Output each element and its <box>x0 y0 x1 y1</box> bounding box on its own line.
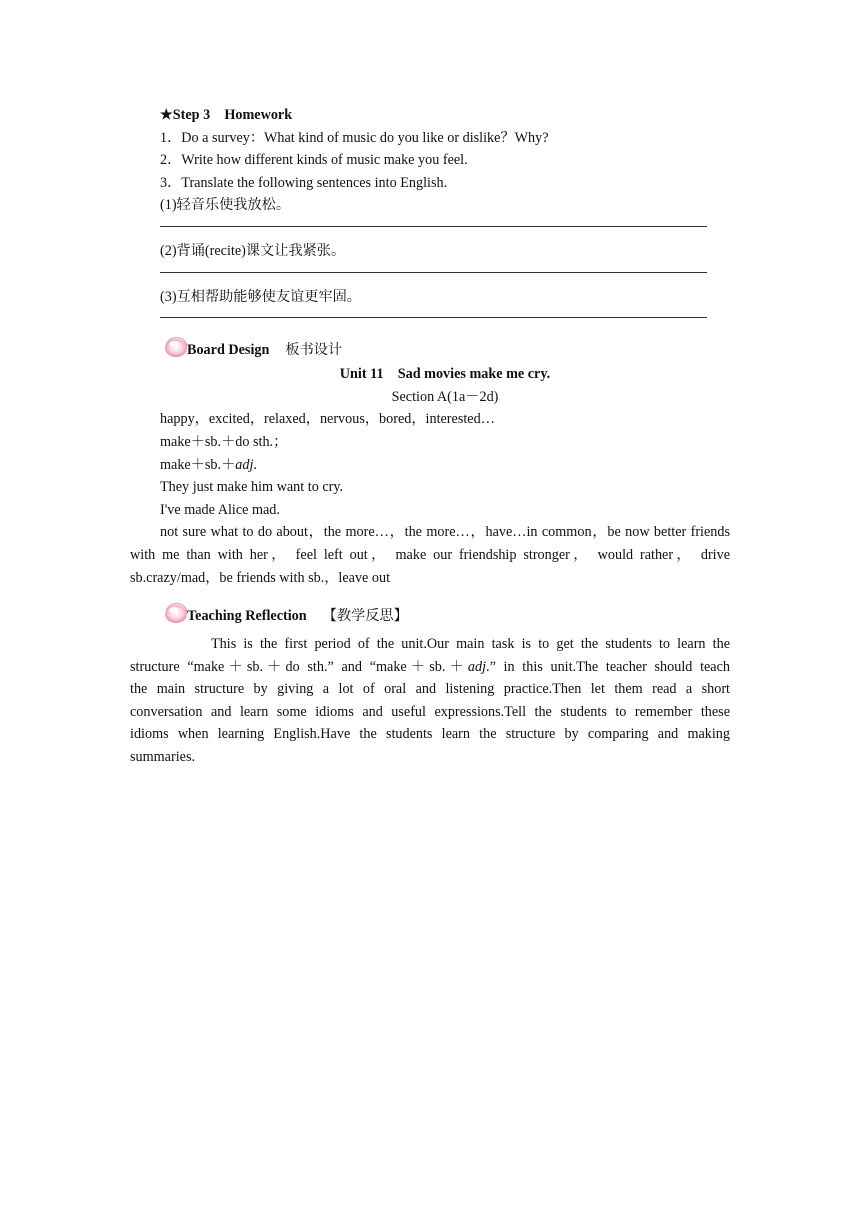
board-design-heading <box>160 331 730 361</box>
board-line: They just make him want to cry. <box>160 479 344 496</box>
translation-sentence: (3)互相帮助能够使友谊更牢固。 <box>160 288 361 305</box>
paragraph-line: sb.crazy/mad，be friends with sb.，leave out <box>130 569 391 586</box>
homework-heading: ★Step 3 Homework <box>160 107 293 123</box>
board-line: make＋sb.＋do sth.； <box>160 433 288 450</box>
homework-item: 2．Write how different kinds of music make you feel. <box>160 152 468 169</box>
paragraph-line <box>130 656 730 679</box>
homework-item: 1．Do a survey：What kind of music do you like or dislike？Why? <box>160 129 549 146</box>
paragraph-line: summaries. <box>130 749 196 766</box>
translation-sentence: (1)轻音乐使我放松。 <box>160 197 291 214</box>
flower-icon <box>160 331 190 361</box>
board-line-text: . <box>253 456 257 473</box>
board-design-title-cn: 板书设计 <box>285 341 343 358</box>
reflection-title-cn: 【教学反思】 <box>322 607 408 624</box>
paragraph-line: idioms when learning English.Have the students learn the structure by comparing and making <box>130 726 730 743</box>
answer-line <box>160 226 707 227</box>
paragraph-text: structure “make＋sb.＋do sth.” and “make＋sb.＋ <box>130 658 468 675</box>
section-title: Section A(1a－2d) <box>391 388 499 405</box>
paragraph-line: This is the first period of the unit.Our main task is to get the students to learn the <box>211 636 730 653</box>
answer-line <box>160 272 707 273</box>
paragraph-line: conversation and learn some idioms and useful expressions.Tell the students to remember these <box>130 703 730 720</box>
answer-line <box>160 317 707 318</box>
homework-item: 3．Translate the following sentences into English. <box>160 174 448 191</box>
board-design-title: Board Design <box>187 341 270 358</box>
board-paragraph <box>130 521 730 589</box>
translation-sentence: (2)背诵(recite)课文让我紧张。 <box>160 242 346 259</box>
reflection-paragraph <box>130 633 730 769</box>
paragraph-line: with me than with her， feel left out， make our friendship stronger， would rather， drive <box>130 546 730 563</box>
flower-icon <box>160 597 190 627</box>
board-line-text: make＋sb.＋ <box>160 456 236 473</box>
board-line: I've made Alice mad. <box>160 501 280 518</box>
board-line: happy，excited，relaxed，nervous，bored，interested… <box>160 411 495 428</box>
reflection-heading <box>160 597 730 627</box>
paragraph-adj: adj <box>467 658 487 675</box>
board-line-adj: adj <box>235 456 254 473</box>
paragraph-text: .” in this unit.The teacher should teach <box>486 658 730 675</box>
board-line <box>130 454 730 477</box>
unit-title: Unit 11 Sad movies make me cry. <box>339 366 551 383</box>
reflection-title: Teaching Reflection <box>187 607 307 624</box>
paragraph-line: not sure what to do about，the more…，the more…，have…in common，be now better friends <box>160 524 730 541</box>
paragraph-line: the main structure by giving a lot of oral and listening practice.Then let them read a short <box>130 681 730 698</box>
content <box>130 104 730 769</box>
